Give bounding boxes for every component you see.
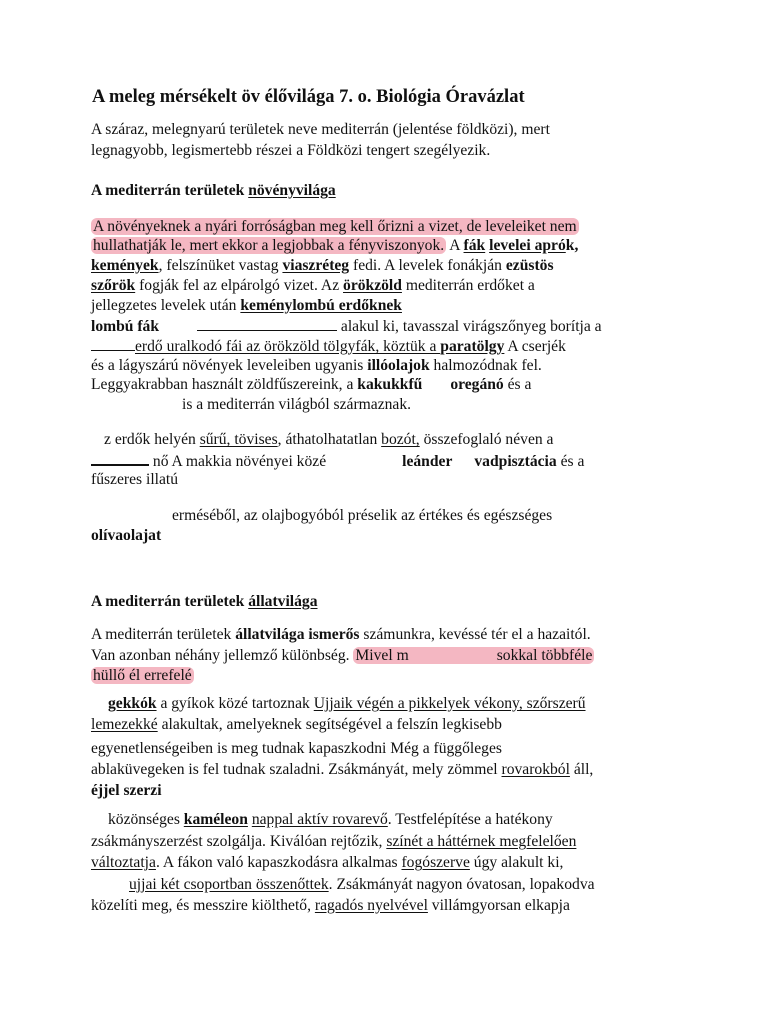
keyword-bozot: bozót, (381, 431, 420, 448)
kameleon-line-2 (91, 832, 576, 852)
plants-line-4 (91, 276, 535, 296)
intro-line-1: A száraz, melegnyarú területek neve mediterrán (jelentése földközi), mert (91, 121, 550, 138)
keyword-oregano: oregánó (450, 376, 504, 393)
keyword-vadpisztacia: vadpisztácia (474, 453, 557, 470)
plants-heading (91, 181, 336, 201)
keyword-fak: fák (463, 237, 486, 254)
gekko-line-4 (91, 760, 593, 780)
keyword-ujjai: ujjai két csoportban összenőttek (129, 876, 329, 893)
text: fogják fel az elpárolgó vizet. Az (135, 277, 344, 294)
keyword-olivaolajat: olívaolajat (91, 527, 162, 544)
text: Leggyakrabban használt zöldfűszereink, a (91, 376, 358, 393)
keyword-allatvilaga: állatvilága ismerős (235, 626, 360, 643)
text: mediterrán erdőket a (401, 277, 535, 294)
text: halmozódnak fel. (429, 357, 542, 374)
text: A mediterrán területek (91, 626, 236, 643)
keyword-lemezekke: lemezekké (91, 716, 158, 733)
keyword-illoolajok: illóolajok (367, 357, 430, 374)
keyword-szinet: színét a háttérnek megfelelően (386, 833, 577, 850)
text: k, (565, 237, 579, 254)
keyword-lombu-fak: lombú fák (91, 318, 160, 335)
keyword-gekkok: gekkók (108, 695, 157, 712)
keyword-kemenyek: kemények (91, 257, 159, 274)
plants-heading-text: A mediterrán területek (91, 182, 245, 199)
makkia-line-1 (104, 430, 553, 450)
text: Van azonban néhány jellemző különbség. (91, 647, 354, 664)
text: alakultak, amelyeknek segítségével a felszín legkisebb (157, 716, 502, 733)
animals-line-3 (91, 666, 194, 686)
keyword-suru-tovises: sűrű, tövises (199, 431, 278, 448)
keyword-rovarokbol: rovarokból (501, 761, 570, 778)
fill-blank (91, 450, 149, 466)
keyword-leander: leánder (402, 453, 453, 470)
kameleon-line-3 (91, 853, 563, 873)
text: jellegzetes levelek után (91, 297, 241, 314)
highlight-2: hullathatják le, mert ekkor a legjobbak a fényviszonyok. (93, 237, 445, 254)
plants-line-7 (91, 336, 566, 357)
text: sokkal többféle (496, 647, 593, 664)
plants-line-2 (91, 236, 578, 256)
highlight-3 (353, 647, 594, 664)
keyword-fogoszerve: fogószerve (401, 854, 470, 871)
text: , áthatolhatatlan (277, 431, 382, 448)
keyword-nappal-aktiv: nappal aktív rovarevő (251, 811, 388, 828)
text: és a lágyszárú növények leveleiben ugyanis (91, 357, 368, 374)
animals-line-2 (91, 646, 594, 666)
text: ablaküvegeken is fel tudnak szaladni. Zsákmányát, mely zömmel (91, 761, 502, 778)
gekko-line-1 (108, 694, 586, 714)
text: áll, (569, 761, 594, 778)
kameleon-line-4 (91, 875, 595, 895)
makkia-line-3: fűszeres illatú (91, 471, 179, 488)
keyword-paratolgy: paratölgy (440, 338, 505, 355)
text: zsákmányszerzést szolgálja. Kiválóan rejtőzik, (91, 833, 387, 850)
fill-blank (91, 336, 135, 351)
animals-heading-keyword: állatvilága (248, 593, 318, 610)
animals-line-1 (91, 625, 591, 645)
plants-line-3 (91, 256, 554, 276)
keyword-valtoztatja: változtatja (91, 854, 156, 871)
kameleon-line-1 (108, 810, 553, 830)
keyword-kemenylombu: keménylombú erdőknek (240, 297, 402, 314)
text: a gyíkok közé tartoznak (156, 695, 314, 712)
keyword-ezustos: ezüstös (505, 257, 554, 274)
text: alakul ki, tavasszal virágszőnyeg borítja a (337, 318, 602, 335)
text: nő A makkia növényei közé (149, 453, 327, 470)
keyword-ragados: ragadós nyelvével (314, 897, 428, 914)
olive-line-1: erméséből, az olajbogyóból préselik az értékes és egészséges (172, 507, 553, 524)
plants-line-1 (91, 217, 579, 237)
text: . Zsákmányát nagyon óvatosan, lopakodva (328, 876, 595, 893)
text: fedi. A levelek fonákján (349, 257, 506, 274)
plants-line-5 (91, 296, 402, 316)
keyword-kakukkfu: kakukkfű (357, 376, 423, 393)
text: összefoglaló néven a (419, 431, 554, 448)
text: z erdők helyén (104, 431, 200, 448)
text: A cserjék (504, 338, 566, 355)
text: és a (503, 376, 532, 393)
keyword-levelei: levelei apró (489, 237, 566, 254)
makkia-line-2 (91, 450, 584, 472)
page-title: A meleg mérsékelt öv élővilága 7. o. Biológia Óravázlat (92, 87, 525, 107)
gekko-line-3: egyenetlenségeiben is meg tudnak kapaszkodni Még a függőleges (91, 740, 502, 757)
fill-blank (197, 316, 337, 331)
keyword-viaszreteg: viaszréteg (282, 257, 350, 274)
olive-line-2 (91, 526, 161, 546)
keyword-kameleon: kaméleon (183, 811, 248, 828)
text: úgy alakult ki, (469, 854, 564, 871)
text: számunkra, kevéssé tér el a hazaitól. (359, 626, 591, 643)
indent (91, 875, 129, 889)
highlight-4: hüllő él errefelé (93, 667, 192, 684)
keyword-szorok: szőrök (91, 277, 136, 294)
animals-heading-text: A mediterrán területek (91, 593, 245, 610)
keyword-ejjel-szerzi: éjjel szerzi (91, 782, 162, 799)
text: villámgyorsan elkapja (427, 897, 570, 914)
plants-heading-keyword: növényvilága (248, 182, 336, 199)
text: Mivel m (355, 647, 409, 664)
text-erdo-uralkodo: erdő uralkodó fái az örökzöld tölgyfák, köztük a (135, 338, 441, 355)
plants-line-6 (91, 316, 602, 337)
gekko-line-5 (91, 781, 162, 801)
highlight-1: A növényeknek a nyári forróságban meg kell őrizni a vizet, de leveleiket nem (93, 218, 577, 235)
plants-line-9 (91, 375, 531, 395)
plants-line-8 (91, 356, 542, 376)
kameleon-line-5 (91, 896, 570, 916)
text-ujjaik: Ujjaik végén a pikkelyek vékony, szőrszerű (313, 695, 586, 712)
text: közelíti meg, és messzire kiölthető, (91, 897, 315, 914)
text: és a (556, 453, 585, 470)
text: A (446, 237, 464, 254)
gekko-line-2 (91, 715, 502, 735)
text: közönséges (108, 811, 184, 828)
plants-line-10: is a mediterrán világból származnak. (182, 396, 412, 413)
text: . A fákon való kapaszkodásra alkalmas (155, 854, 402, 871)
text: . Testfelépítése a hatékony (387, 811, 553, 828)
text: , felszínüket vastag (158, 257, 283, 274)
animals-heading (91, 592, 318, 612)
keyword-orokzold: örökzöld (343, 277, 402, 294)
intro-line-2: legnagyobb, legismertebb részei a Földközi tengert szegélyezik. (91, 142, 491, 159)
